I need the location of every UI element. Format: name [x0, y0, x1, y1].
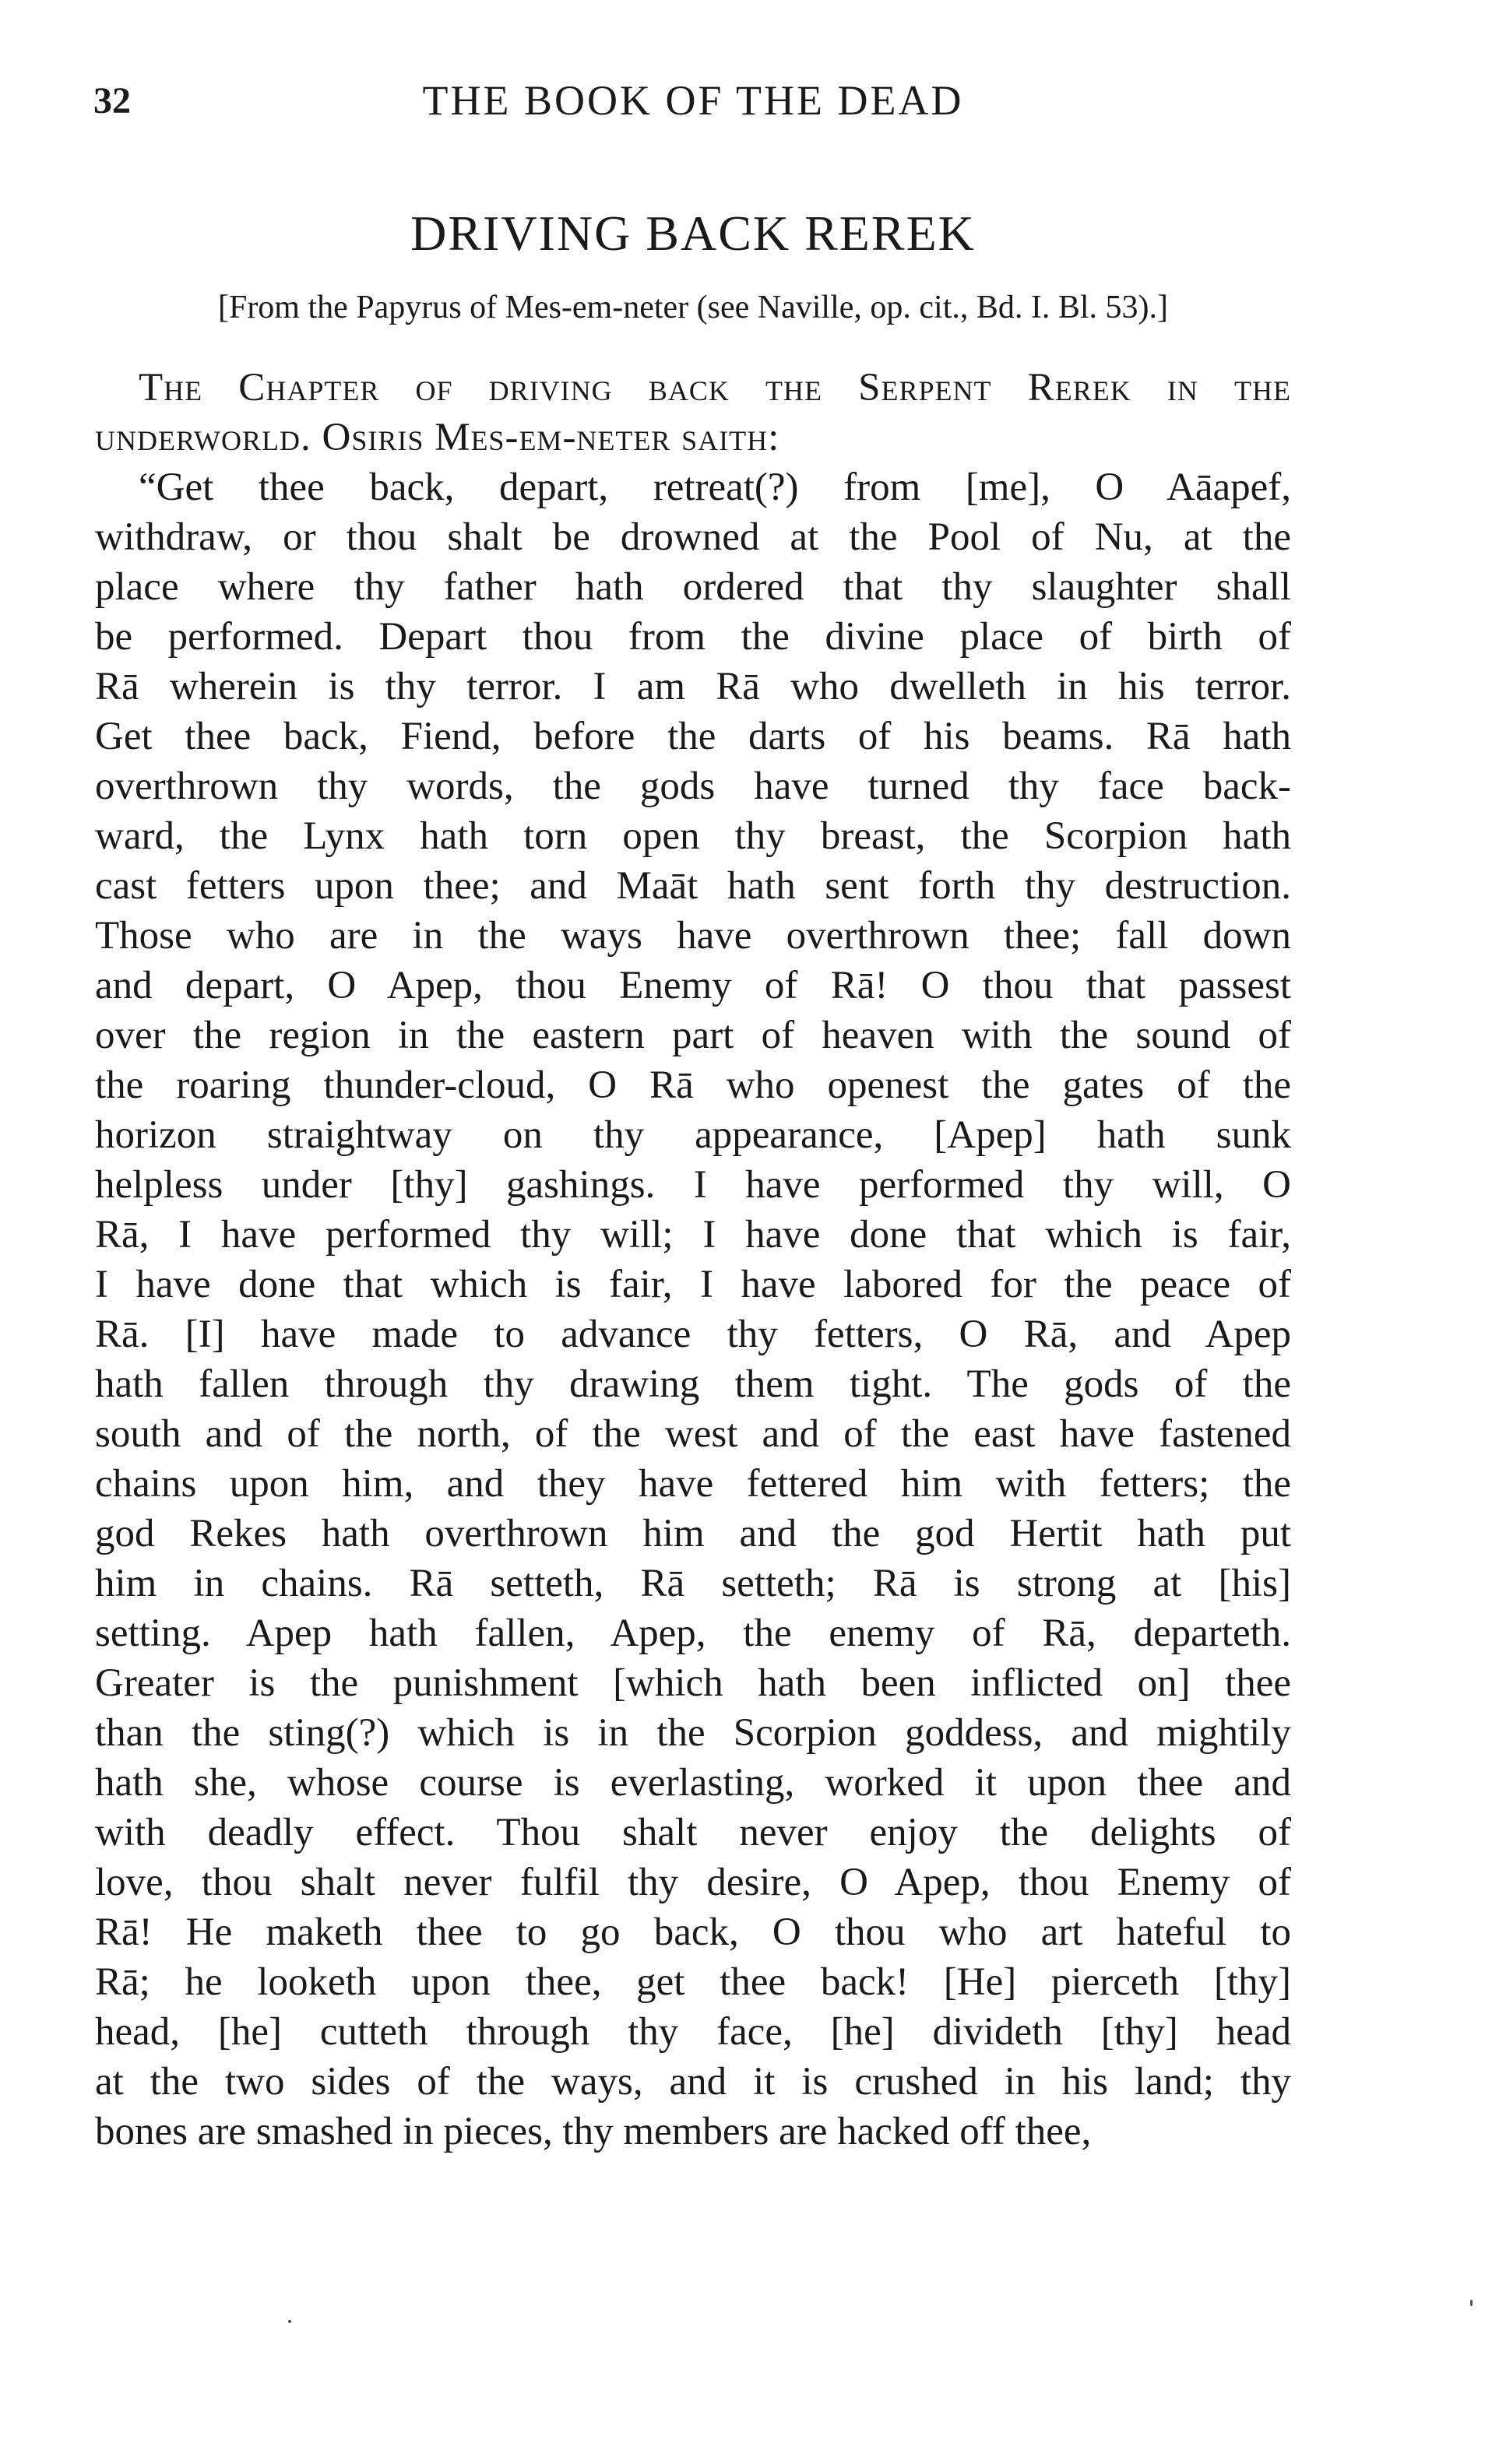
- text-line: at the two sides of the ways, and it is crushed in his land; thy: [95, 2060, 1291, 2104]
- text-line: south and of the north, of the west and of the east have fastened: [95, 1412, 1291, 1456]
- text-line: love, thou shalt never fulfil thy desire, O Apep, thou Enemy of: [95, 1861, 1291, 1904]
- text-line: be performed. Depart thou from the divine place of birth of: [95, 615, 1291, 659]
- text-line: the roaring thunder-cloud, O Rā who openest the gates of the: [95, 1063, 1291, 1107]
- text-line: with deadly effect. Thou shalt never enjoy the delights of: [95, 1811, 1291, 1854]
- text-line: hath she, whose course is everlasting, worked it upon thee and: [95, 1761, 1291, 1805]
- text-line: setting. Apep hath fallen, Apep, the enemy of Rā, departeth.: [95, 1612, 1291, 1655]
- text-line: Rā wherein is thy terror. I am Rā who dwelleth in his terror.: [95, 665, 1291, 708]
- text-line: Rā, I have performed thy will; I have done that which is fair,: [95, 1213, 1291, 1257]
- paper-speck: [288, 2320, 291, 2323]
- running-head: [93, 75, 1293, 129]
- paper-speck: [1470, 2300, 1473, 2306]
- text-line: horizon straightway on thy appearance, [Apep] hath sunk: [95, 1113, 1291, 1157]
- running-title: THE BOOK OF THE DEAD: [422, 77, 964, 124]
- text-line: Get thee back, Fiend, before the darts of his beams. Rā hath: [95, 715, 1291, 758]
- text-line: “Get thee back, depart, retreat(?) from [me], O Aāapef,: [139, 466, 1291, 509]
- chapter-heading-line: The Chapter of driving back the Serpent Rerek in the: [139, 366, 1291, 409]
- text-line: overthrown thy words, the gods have turned thy face back-: [95, 765, 1291, 808]
- text-line: place where thy father hath ordered that thy slaughter shall: [95, 565, 1291, 609]
- source-note: [From the Papyrus of Mes-em-neter (see Naville, op. cit., Bd. I. Bl. 53).]: [217, 290, 1169, 325]
- text-line: him in chains. Rā setteth, Rā setteth; Rā is strong at [his]: [95, 1562, 1291, 1605]
- text-line: cast fetters upon thee; and Maāt hath sent forth thy destruction.: [95, 864, 1291, 908]
- text-line: chains upon him, and they have fettered him with fetters; the: [95, 1462, 1291, 1506]
- page-number: 32: [93, 80, 131, 121]
- chapter-heading-line: underworld. Osiris Mes-em-neter saith:: [95, 416, 780, 459]
- text-line: than the sting(?) which is in the Scorpion goddess, and mightily: [95, 1711, 1291, 1755]
- text-line: and depart, O Apep, thou Enemy of Rā! O thou that passest: [95, 964, 1291, 1007]
- text-line: I have done that which is fair, I have labored for the peace of: [95, 1263, 1291, 1306]
- text-line: god Rekes hath overthrown him and the god Hertit hath put: [95, 1512, 1291, 1555]
- text-line: Rā. [I] have made to advance thy fetters, O Rā, and Apep: [95, 1313, 1291, 1356]
- text-line: bones are smashed in pieces, thy members are hacked off thee,: [95, 2110, 1092, 2153]
- text-line: helpless under [thy] gashings. I have performed thy will, O: [95, 1163, 1291, 1207]
- text-line: Rā! He maketh thee to go back, O thou who art hateful to: [95, 1910, 1291, 1954]
- text-line: Rā; he looketh upon thee, get thee back! [He] pierceth [thy]: [95, 1960, 1291, 2004]
- chapter-body: [95, 363, 1291, 2156]
- text-line: Those who are in the ways have overthrown thee; fall down: [95, 914, 1291, 958]
- text-line: over the region in the eastern part of heaven with the sound of: [95, 1014, 1291, 1057]
- text-line: ward, the Lynx hath torn open thy breast, the Scorpion hath: [95, 814, 1291, 858]
- text-line: head, [he] cutteth through thy face, [he] divideth [thy] head: [95, 2010, 1291, 2054]
- text-line: withdraw, or thou shalt be drowned at the Pool of Nu, at the: [95, 515, 1291, 559]
- text-line: Greater is the punishment [which hath been inflicted on] thee: [95, 1661, 1291, 1705]
- section-title: DRIVING BACK REREK: [410, 206, 976, 261]
- text-line: hath fallen through thy drawing them tight. The gods of the: [95, 1362, 1291, 1406]
